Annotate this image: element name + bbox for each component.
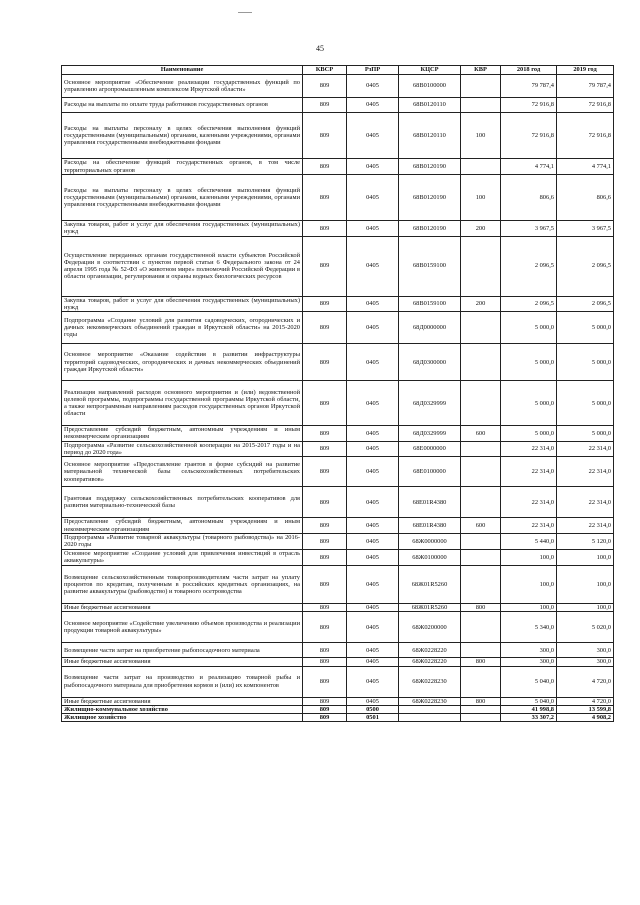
cell-name: Предоставление субсидий бюджетным, автономным учреждениям и иным некоммерческим организациям bbox=[62, 518, 303, 534]
cell-2019: 4 720,0 bbox=[557, 666, 614, 697]
cell-name: Возмещение части затрат на производство и реализацию товарной рыбы и рыбопосадочного материала для приобретения кормов и (или) их компонентов bbox=[62, 666, 303, 697]
cell-2018: 5 040,0 bbox=[501, 697, 557, 705]
cell-2018: 2 096,5 bbox=[501, 296, 557, 312]
cell-kcsr: 68В0100000 bbox=[399, 75, 461, 98]
table-row bbox=[62, 714, 614, 722]
cell-2018: 5 000,0 bbox=[501, 312, 557, 344]
cell-name: Основное мероприятие «Содействие увеличению объемов производства и реализации продукции товарной аквакультуры» bbox=[62, 612, 303, 643]
table-row bbox=[62, 518, 614, 534]
cell-2018: 72 916,8 bbox=[501, 113, 557, 159]
cell-name: Грантовая поддержку сельскохозяйственных потребительских кооперативов для развития материально-технической базы bbox=[62, 487, 303, 518]
cell-rzpr: 0405 bbox=[347, 565, 399, 603]
cell-kvr bbox=[461, 714, 501, 722]
cell-kvsr: 809 bbox=[303, 381, 347, 426]
budget-table bbox=[61, 65, 614, 722]
table-row bbox=[62, 666, 614, 697]
cell-kcsr: 68В0120190 bbox=[399, 221, 461, 237]
cell-2018: 5 440,0 bbox=[501, 533, 557, 549]
cell-kcsr: 68В0120110 bbox=[399, 98, 461, 113]
cell-kvr bbox=[461, 441, 501, 457]
table-row bbox=[62, 658, 614, 666]
cell-kvr: 600 bbox=[461, 426, 501, 442]
cell-kvsr: 809 bbox=[303, 643, 347, 658]
cell-kcsr: 68Ж0200000 bbox=[399, 612, 461, 643]
cell-kvr bbox=[461, 612, 501, 643]
cell-name: Подпрограмма «Развитие сельскохозяйственной кооперации на 2015-2017 годы и на период до 2020 года» bbox=[62, 441, 303, 457]
cell-kvr: 100 bbox=[461, 113, 501, 159]
cell-kvsr: 809 bbox=[303, 98, 347, 113]
cell-kvsr: 809 bbox=[303, 75, 347, 98]
scan-mark bbox=[238, 12, 252, 13]
cell-2018: 5 000,0 bbox=[501, 426, 557, 442]
cell-rzpr: 0405 bbox=[347, 697, 399, 705]
cell-2019: 806,6 bbox=[557, 175, 614, 221]
cell-2018: 5 340,0 bbox=[501, 612, 557, 643]
cell-kcsr: 68Д0000000 bbox=[399, 312, 461, 344]
cell-2019: 72 916,8 bbox=[557, 98, 614, 113]
cell-kvsr: 809 bbox=[303, 221, 347, 237]
cell-name: Расходы на обеспечение функций государственных органов, в том числе территориальных органов bbox=[62, 159, 303, 175]
cell-kvr bbox=[461, 549, 501, 565]
cell-kvr bbox=[461, 98, 501, 113]
cell-2019: 2 096,5 bbox=[557, 236, 614, 296]
cell-2018: 5 000,0 bbox=[501, 344, 557, 381]
cell-name: Подпрограмма «Создание условий для развития садоводческих, огороднических и дачных некоммерческих объединений граждан в Иркутской области» на 2015-2020 годы bbox=[62, 312, 303, 344]
cell-rzpr: 0405 bbox=[347, 457, 399, 487]
cell-kcsr: 68Е01R4380 bbox=[399, 487, 461, 518]
cell-rzpr: 0405 bbox=[347, 113, 399, 159]
table-row bbox=[62, 312, 614, 344]
cell-kcsr: 68Д0329999 bbox=[399, 426, 461, 442]
cell-2019: 3 967,5 bbox=[557, 221, 614, 237]
cell-2019: 4 908,2 bbox=[557, 714, 614, 722]
cell-2018: 4 774,1 bbox=[501, 159, 557, 175]
table-row bbox=[62, 533, 614, 549]
cell-rzpr: 0405 bbox=[347, 381, 399, 426]
table-row bbox=[62, 487, 614, 518]
cell-kvsr: 809 bbox=[303, 236, 347, 296]
cell-kcsr bbox=[399, 705, 461, 713]
cell-2019: 22 314,0 bbox=[557, 457, 614, 487]
table-row bbox=[62, 75, 614, 98]
cell-kvsr: 809 bbox=[303, 565, 347, 603]
table-row bbox=[62, 426, 614, 442]
column-header-rzpr: РзПР bbox=[347, 66, 399, 75]
cell-rzpr: 0405 bbox=[347, 612, 399, 643]
cell-rzpr: 0405 bbox=[347, 533, 399, 549]
cell-kvsr: 809 bbox=[303, 344, 347, 381]
cell-2019: 300,0 bbox=[557, 643, 614, 658]
table-row bbox=[62, 175, 614, 221]
cell-kvsr: 809 bbox=[303, 666, 347, 697]
cell-name: Возмещение сельскохозяйственным товаропроизводителям части затрат на уплату процентов по кредитам, полученным в российских кредитных организациях, на развитие аквакультуры (рыбоводство) и товарного осетроводства bbox=[62, 565, 303, 603]
cell-2019: 13 599,8 bbox=[557, 705, 614, 713]
cell-2018: 22 314,0 bbox=[501, 487, 557, 518]
table-row bbox=[62, 457, 614, 487]
cell-name: Расходы на выплаты персоналу в целях обеспечения выполнения функций государственными (муниципальными) органами, казенными учреждениями, органами управления государственными внебюджетными фондами bbox=[62, 175, 303, 221]
cell-kvsr: 809 bbox=[303, 175, 347, 221]
cell-rzpr: 0405 bbox=[347, 487, 399, 518]
cell-name: Основное мероприятие «Обеспечение реализации государственных функций по управлению агропромышленным комплексом Иркутской области» bbox=[62, 75, 303, 98]
cell-kvsr: 809 bbox=[303, 549, 347, 565]
cell-kvr bbox=[461, 666, 501, 697]
cell-kvsr: 809 bbox=[303, 612, 347, 643]
cell-name: Основное мероприятие «Создание условий для привлечения инвестиций в отрасль аквакультуры» bbox=[62, 549, 303, 565]
cell-name: Расходы на выплаты персоналу в целях обеспечения выполнения функций государственными (муниципальными) органами, казенными учреждениями, органами управления государственными внебюджетными фондами bbox=[62, 113, 303, 159]
cell-rzpr: 0405 bbox=[347, 236, 399, 296]
cell-kvsr: 809 bbox=[303, 159, 347, 175]
cell-rzpr: 0405 bbox=[347, 658, 399, 666]
table-row bbox=[62, 236, 614, 296]
cell-2018: 22 314,0 bbox=[501, 457, 557, 487]
cell-kvr bbox=[461, 457, 501, 487]
cell-kcsr bbox=[399, 714, 461, 722]
column-header-kcsr: КЦСР bbox=[399, 66, 461, 75]
cell-2018: 33 307,2 bbox=[501, 714, 557, 722]
cell-kcsr: 68Ж0228220 bbox=[399, 658, 461, 666]
table-row bbox=[62, 705, 614, 713]
cell-2018: 300,0 bbox=[501, 658, 557, 666]
table-row bbox=[62, 381, 614, 426]
cell-rzpr: 0405 bbox=[347, 344, 399, 381]
cell-rzpr: 0501 bbox=[347, 714, 399, 722]
cell-kcsr: 68В0120110 bbox=[399, 113, 461, 159]
cell-kvsr: 809 bbox=[303, 697, 347, 705]
cell-2019: 5 120,0 bbox=[557, 533, 614, 549]
cell-kvr bbox=[461, 643, 501, 658]
cell-kcsr: 68Ж01R5260 bbox=[399, 603, 461, 611]
cell-2019: 72 916,8 bbox=[557, 113, 614, 159]
cell-name: Предоставление субсидий бюджетным, автономным учреждениям и иным некоммерческим организациям bbox=[62, 426, 303, 442]
cell-2018: 5 000,0 bbox=[501, 381, 557, 426]
cell-name: Осуществление переданных органам государственной власти субъектов Российской Федерации в соответствии с пунктом первой статьи 6 Федерального закона от 24 апреля 1995 года № 52-ФЗ «О животном мире» полномочий Российской Федерации в области организации, регулирования и охраны водных биологических ресурсов bbox=[62, 236, 303, 296]
cell-kvr bbox=[461, 705, 501, 713]
cell-2019: 4 720,0 bbox=[557, 697, 614, 705]
cell-kvsr: 809 bbox=[303, 296, 347, 312]
cell-kvsr: 809 bbox=[303, 714, 347, 722]
cell-kcsr: 68Е0100000 bbox=[399, 457, 461, 487]
table-row bbox=[62, 296, 614, 312]
cell-2018: 100,0 bbox=[501, 603, 557, 611]
cell-kvr: 800 bbox=[461, 697, 501, 705]
cell-kcsr: 68Ж01R5260 bbox=[399, 565, 461, 603]
cell-2019: 22 314,0 bbox=[557, 441, 614, 457]
cell-2018: 100,0 bbox=[501, 565, 557, 603]
cell-kcsr: 68Д0329999 bbox=[399, 381, 461, 426]
cell-rzpr: 0405 bbox=[347, 518, 399, 534]
table-body bbox=[62, 75, 614, 722]
cell-kvr bbox=[461, 565, 501, 603]
cell-kcsr: 68Ж0228220 bbox=[399, 643, 461, 658]
cell-name: Жилищно-коммунальное хозяйство bbox=[62, 705, 303, 713]
table-header-row bbox=[62, 66, 614, 75]
cell-kcsr: 68В0120190 bbox=[399, 175, 461, 221]
table-row bbox=[62, 603, 614, 611]
cell-kcsr: 68В0159100 bbox=[399, 296, 461, 312]
cell-kvsr: 809 bbox=[303, 441, 347, 457]
table-row bbox=[62, 98, 614, 113]
cell-kvsr: 809 bbox=[303, 426, 347, 442]
cell-kvr: 200 bbox=[461, 296, 501, 312]
table-row bbox=[62, 643, 614, 658]
table-row bbox=[62, 565, 614, 603]
cell-2019: 100,0 bbox=[557, 603, 614, 611]
cell-2018: 100,0 bbox=[501, 549, 557, 565]
cell-rzpr: 0405 bbox=[347, 75, 399, 98]
cell-kvr bbox=[461, 236, 501, 296]
cell-name: Закупка товаров, работ и услуг для обеспечения государственных (муниципальных) нужд bbox=[62, 296, 303, 312]
table-row bbox=[62, 113, 614, 159]
cell-name: Расходы на выплаты по оплате труда работников государственных органов bbox=[62, 98, 303, 113]
cell-2018: 2 096,5 bbox=[501, 236, 557, 296]
cell-rzpr: 0405 bbox=[347, 312, 399, 344]
cell-name: Жилищное хозяйство bbox=[62, 714, 303, 722]
cell-rzpr: 0405 bbox=[347, 549, 399, 565]
cell-rzpr: 0405 bbox=[347, 221, 399, 237]
cell-kvsr: 809 bbox=[303, 518, 347, 534]
cell-kvr: 800 bbox=[461, 658, 501, 666]
cell-2018: 22 314,0 bbox=[501, 518, 557, 534]
cell-2019: 2 096,5 bbox=[557, 296, 614, 312]
cell-kvr: 200 bbox=[461, 221, 501, 237]
table-row bbox=[62, 549, 614, 565]
cell-2019: 22 314,0 bbox=[557, 518, 614, 534]
cell-name: Закупка товаров, работ и услуг для обеспечения государственных (муниципальных) нужд bbox=[62, 221, 303, 237]
cell-kcsr: 68Ж0100000 bbox=[399, 549, 461, 565]
cell-kvr: 800 bbox=[461, 603, 501, 611]
cell-rzpr: 0405 bbox=[347, 666, 399, 697]
cell-2019: 100,0 bbox=[557, 565, 614, 603]
cell-rzpr: 0405 bbox=[347, 175, 399, 221]
table-row bbox=[62, 344, 614, 381]
cell-2019: 5 000,0 bbox=[557, 344, 614, 381]
cell-kcsr: 68Е0000000 bbox=[399, 441, 461, 457]
column-header-2018: 2018 год bbox=[501, 66, 557, 75]
cell-kvsr: 809 bbox=[303, 312, 347, 344]
cell-2018: 72 916,8 bbox=[501, 98, 557, 113]
cell-name: Основное мероприятие «Оказание содействия в развитии инфраструктуры территорий садоводческих, огороднических и дачных некоммерческих объединений граждан Иркутской области» bbox=[62, 344, 303, 381]
cell-2019: 5 000,0 bbox=[557, 312, 614, 344]
table-row bbox=[62, 612, 614, 643]
cell-name: Возмещение части затрат на приобретение рыбопосадочного материала bbox=[62, 643, 303, 658]
table-row bbox=[62, 159, 614, 175]
cell-2018: 22 314,0 bbox=[501, 441, 557, 457]
cell-kvr bbox=[461, 487, 501, 518]
cell-kvsr: 809 bbox=[303, 705, 347, 713]
cell-kvsr: 809 bbox=[303, 658, 347, 666]
cell-kcsr: 68В0120190 bbox=[399, 159, 461, 175]
cell-2018: 41 998,8 bbox=[501, 705, 557, 713]
cell-rzpr: 0405 bbox=[347, 441, 399, 457]
cell-2019: 79 787,4 bbox=[557, 75, 614, 98]
cell-kvr bbox=[461, 75, 501, 98]
cell-kvr bbox=[461, 159, 501, 175]
cell-2019: 100,0 bbox=[557, 549, 614, 565]
cell-kvr: 600 bbox=[461, 518, 501, 534]
column-header-name: Наименование bbox=[62, 66, 303, 75]
cell-name: Иные бюджетные ассигнования bbox=[62, 603, 303, 611]
cell-rzpr: 0500 bbox=[347, 705, 399, 713]
cell-kvsr: 809 bbox=[303, 457, 347, 487]
cell-2019: 5 020,0 bbox=[557, 612, 614, 643]
cell-kvr: 100 bbox=[461, 175, 501, 221]
cell-kvsr: 809 bbox=[303, 113, 347, 159]
table-row bbox=[62, 697, 614, 705]
cell-2019: 22 314,0 bbox=[557, 487, 614, 518]
cell-2019: 300,0 bbox=[557, 658, 614, 666]
table-row bbox=[62, 221, 614, 237]
cell-2018: 806,6 bbox=[501, 175, 557, 221]
cell-kvr bbox=[461, 533, 501, 549]
cell-name: Подпрограмма «Развитие товарной аквакультуры (товарного рыбоводства)» на 2016-2020 годы bbox=[62, 533, 303, 549]
cell-kvr bbox=[461, 381, 501, 426]
cell-2018: 3 967,5 bbox=[501, 221, 557, 237]
cell-2018: 300,0 bbox=[501, 643, 557, 658]
cell-kcsr: 68В0159100 bbox=[399, 236, 461, 296]
table-row bbox=[62, 441, 614, 457]
column-header-kvr: КВР bbox=[461, 66, 501, 75]
column-header-2019: 2019 год bbox=[557, 66, 614, 75]
cell-kvr bbox=[461, 344, 501, 381]
cell-rzpr: 0405 bbox=[347, 159, 399, 175]
cell-2018: 5 040,0 bbox=[501, 666, 557, 697]
column-header-kvsr: КВСР bbox=[303, 66, 347, 75]
cell-kvsr: 809 bbox=[303, 533, 347, 549]
cell-rzpr: 0405 bbox=[347, 296, 399, 312]
cell-rzpr: 0405 bbox=[347, 643, 399, 658]
cell-kvsr: 809 bbox=[303, 603, 347, 611]
cell-kcsr: 68Д0300000 bbox=[399, 344, 461, 381]
cell-kcsr: 68Ж0228230 bbox=[399, 697, 461, 705]
cell-kcsr: 68Е01R4380 bbox=[399, 518, 461, 534]
cell-kcsr: 68Ж0228230 bbox=[399, 666, 461, 697]
cell-2018: 79 787,4 bbox=[501, 75, 557, 98]
cell-kcsr: 68Ж0000000 bbox=[399, 533, 461, 549]
cell-rzpr: 0405 bbox=[347, 426, 399, 442]
cell-rzpr: 0405 bbox=[347, 603, 399, 611]
cell-name: Основное мероприятие «Предоставление грантов в форме субсидий на развитие материальной технической базы сельскохозяйственных потребительских кооперативов» bbox=[62, 457, 303, 487]
cell-rzpr: 0405 bbox=[347, 98, 399, 113]
cell-2019: 5 000,0 bbox=[557, 381, 614, 426]
page-number: 45 bbox=[316, 44, 324, 53]
cell-2019: 4 774,1 bbox=[557, 159, 614, 175]
cell-name: Реализация направлений расходов основного мероприятия и (или) ведомственной целевой программы, подпрограммы государственной программы Иркутской области, а также непрограммным направлениям расходов государственных органов Иркутской области bbox=[62, 381, 303, 426]
cell-name: Иные бюджетные ассигнования bbox=[62, 697, 303, 705]
cell-2019: 5 000,0 bbox=[557, 426, 614, 442]
cell-kvsr: 809 bbox=[303, 487, 347, 518]
cell-kvr bbox=[461, 312, 501, 344]
cell-name: Иные бюджетные ассигнования bbox=[62, 658, 303, 666]
